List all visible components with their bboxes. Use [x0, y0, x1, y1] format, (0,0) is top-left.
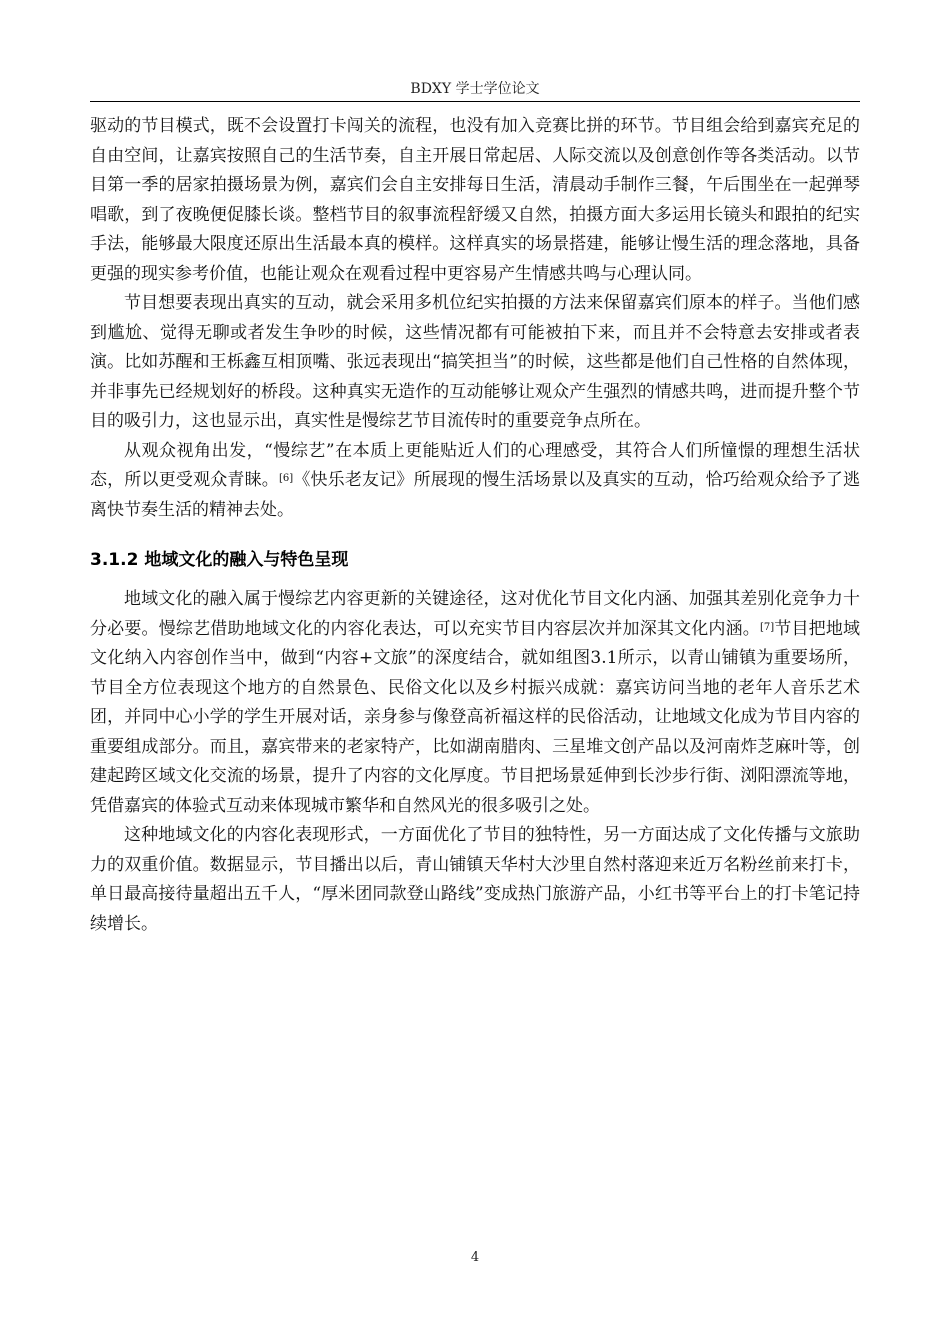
paragraph-1: 驱动的节目模式，既不会设置打卡闯关的流程，也没有加入竞赛比拼的环节。节目组会给到嘉宾充足的自由空间，让嘉宾按照自己的生活节奏，自主开展日常起居、人际交流以及创意创作等各类活动。以节目第一季的居家拍摄场景为例，嘉宾们会自主安排每日生活，清晨动手制作三餐，午后围坐在一起弹琴唱歌，到了夜晚便促膝长谈。整档节目的叙事流程舒缓又自然，拍摄方面大多运用长镜头和跟拍的纪实手法，能够最大限度还原出生活最本真的模样。这样真实的场景搭建，能够让慢生活的理念落地，具备更强的现实参考价值，也能让观众在观看过程中更容易产生情感共鸣与心理认同。	[90, 116, 860, 284]
paragraph-4	[90, 585, 860, 821]
page-number: 4	[470, 1250, 480, 1265]
section-heading: 3.1.2 地域文化的融入与特色呈现	[90, 550, 349, 570]
paragraph-3-text-a: 从观众视角出发，“慢综艺”在本质上更能贴近人们的心理感受，其符合人们所憧憬的理想生活状态，所以更受观众青睐。	[90, 440, 860, 490]
paragraph-2: 节目想要表现出真实的互动，就会采用多机位纪实拍摄的方法来保留嘉宾们原本的样子。当他们感到尴尬、觉得无聊或者发生争吵的时候，这些情况都有可能被拍下来，而且并不会特意去安排或者表演。比如苏醒和王栎鑫互相顶嘴、张远表现出“搞笑担当”的时候，这些都是他们自己性格的自然体现，并非事先已经规划好的桥段。这种真实无造作的互动能够让观众产生强烈的情感共鸣，进而提升整个节目的吸引力，这也显示出，真实性是慢综艺节目流传时的重要竞争点所在。	[90, 293, 860, 431]
header-rule	[90, 101, 860, 102]
running-header: BDXY 学士学位论文	[410, 81, 540, 97]
body-text	[90, 112, 860, 939]
paragraph-5: 这种地域文化的内容化表现形式，一方面优化了节目的独特性，另一方面达成了文化传播与文旅助力的双重价值。数据显示，节目播出以后，青山铺镇天华村大沙里自然村落迎来近万名粉丝前来打卡，单日最高接待量超出五千人，“厚米团同款登山路线”变成热门旅游产品，小红书等平台上的打卡笔记持续增长。	[90, 825, 860, 934]
paragraph-3	[90, 437, 860, 526]
paragraph-4-text-b: 节目把地域文化纳入内容创作当中，做到“内容+文旅”的深度结合，就如组图3.1所示，以青山铺镇为重要场所，节目全方位表现这个地方的自然景色、民俗文化以及乡村振兴成就：嘉宾访问当地的老年人音乐艺术团，并同中心小学的学生开展对话，亲身参与像登高祈福这样的民俗活动，让地域文化成为节目内容的重要组成部分。而且，嘉宾带来的老家特产，比如湖南腊肉、三星堆文创产品以及河南炸芝麻叶等，创建起跨区域文化交流的场景，提升了内容的文化厚度。节目把场景延伸到长沙步行街、浏阳漂流等地，凭借嘉宾的体验式互动来体现城市繁华和自然风光的很多吸引之处。	[90, 618, 860, 816]
paragraph-3-text-b: 《快乐老友记》所展现的慢生活场景以及真实的互动，恰巧给观众给予了逃离快节奏生活的精神去处。	[90, 470, 861, 520]
paragraph-4-text-a: 地域文化的融入属于慢综艺内容更新的关键途径，这对优化节目文化内涵、加强其差别化竞争力十分必要。慢综艺借助地域文化的内容化表达，可以充实节目内容层次并加深其文化内涵。	[90, 589, 860, 639]
citation-6: [6]	[278, 473, 294, 484]
citation-7: [7]	[759, 621, 775, 633]
